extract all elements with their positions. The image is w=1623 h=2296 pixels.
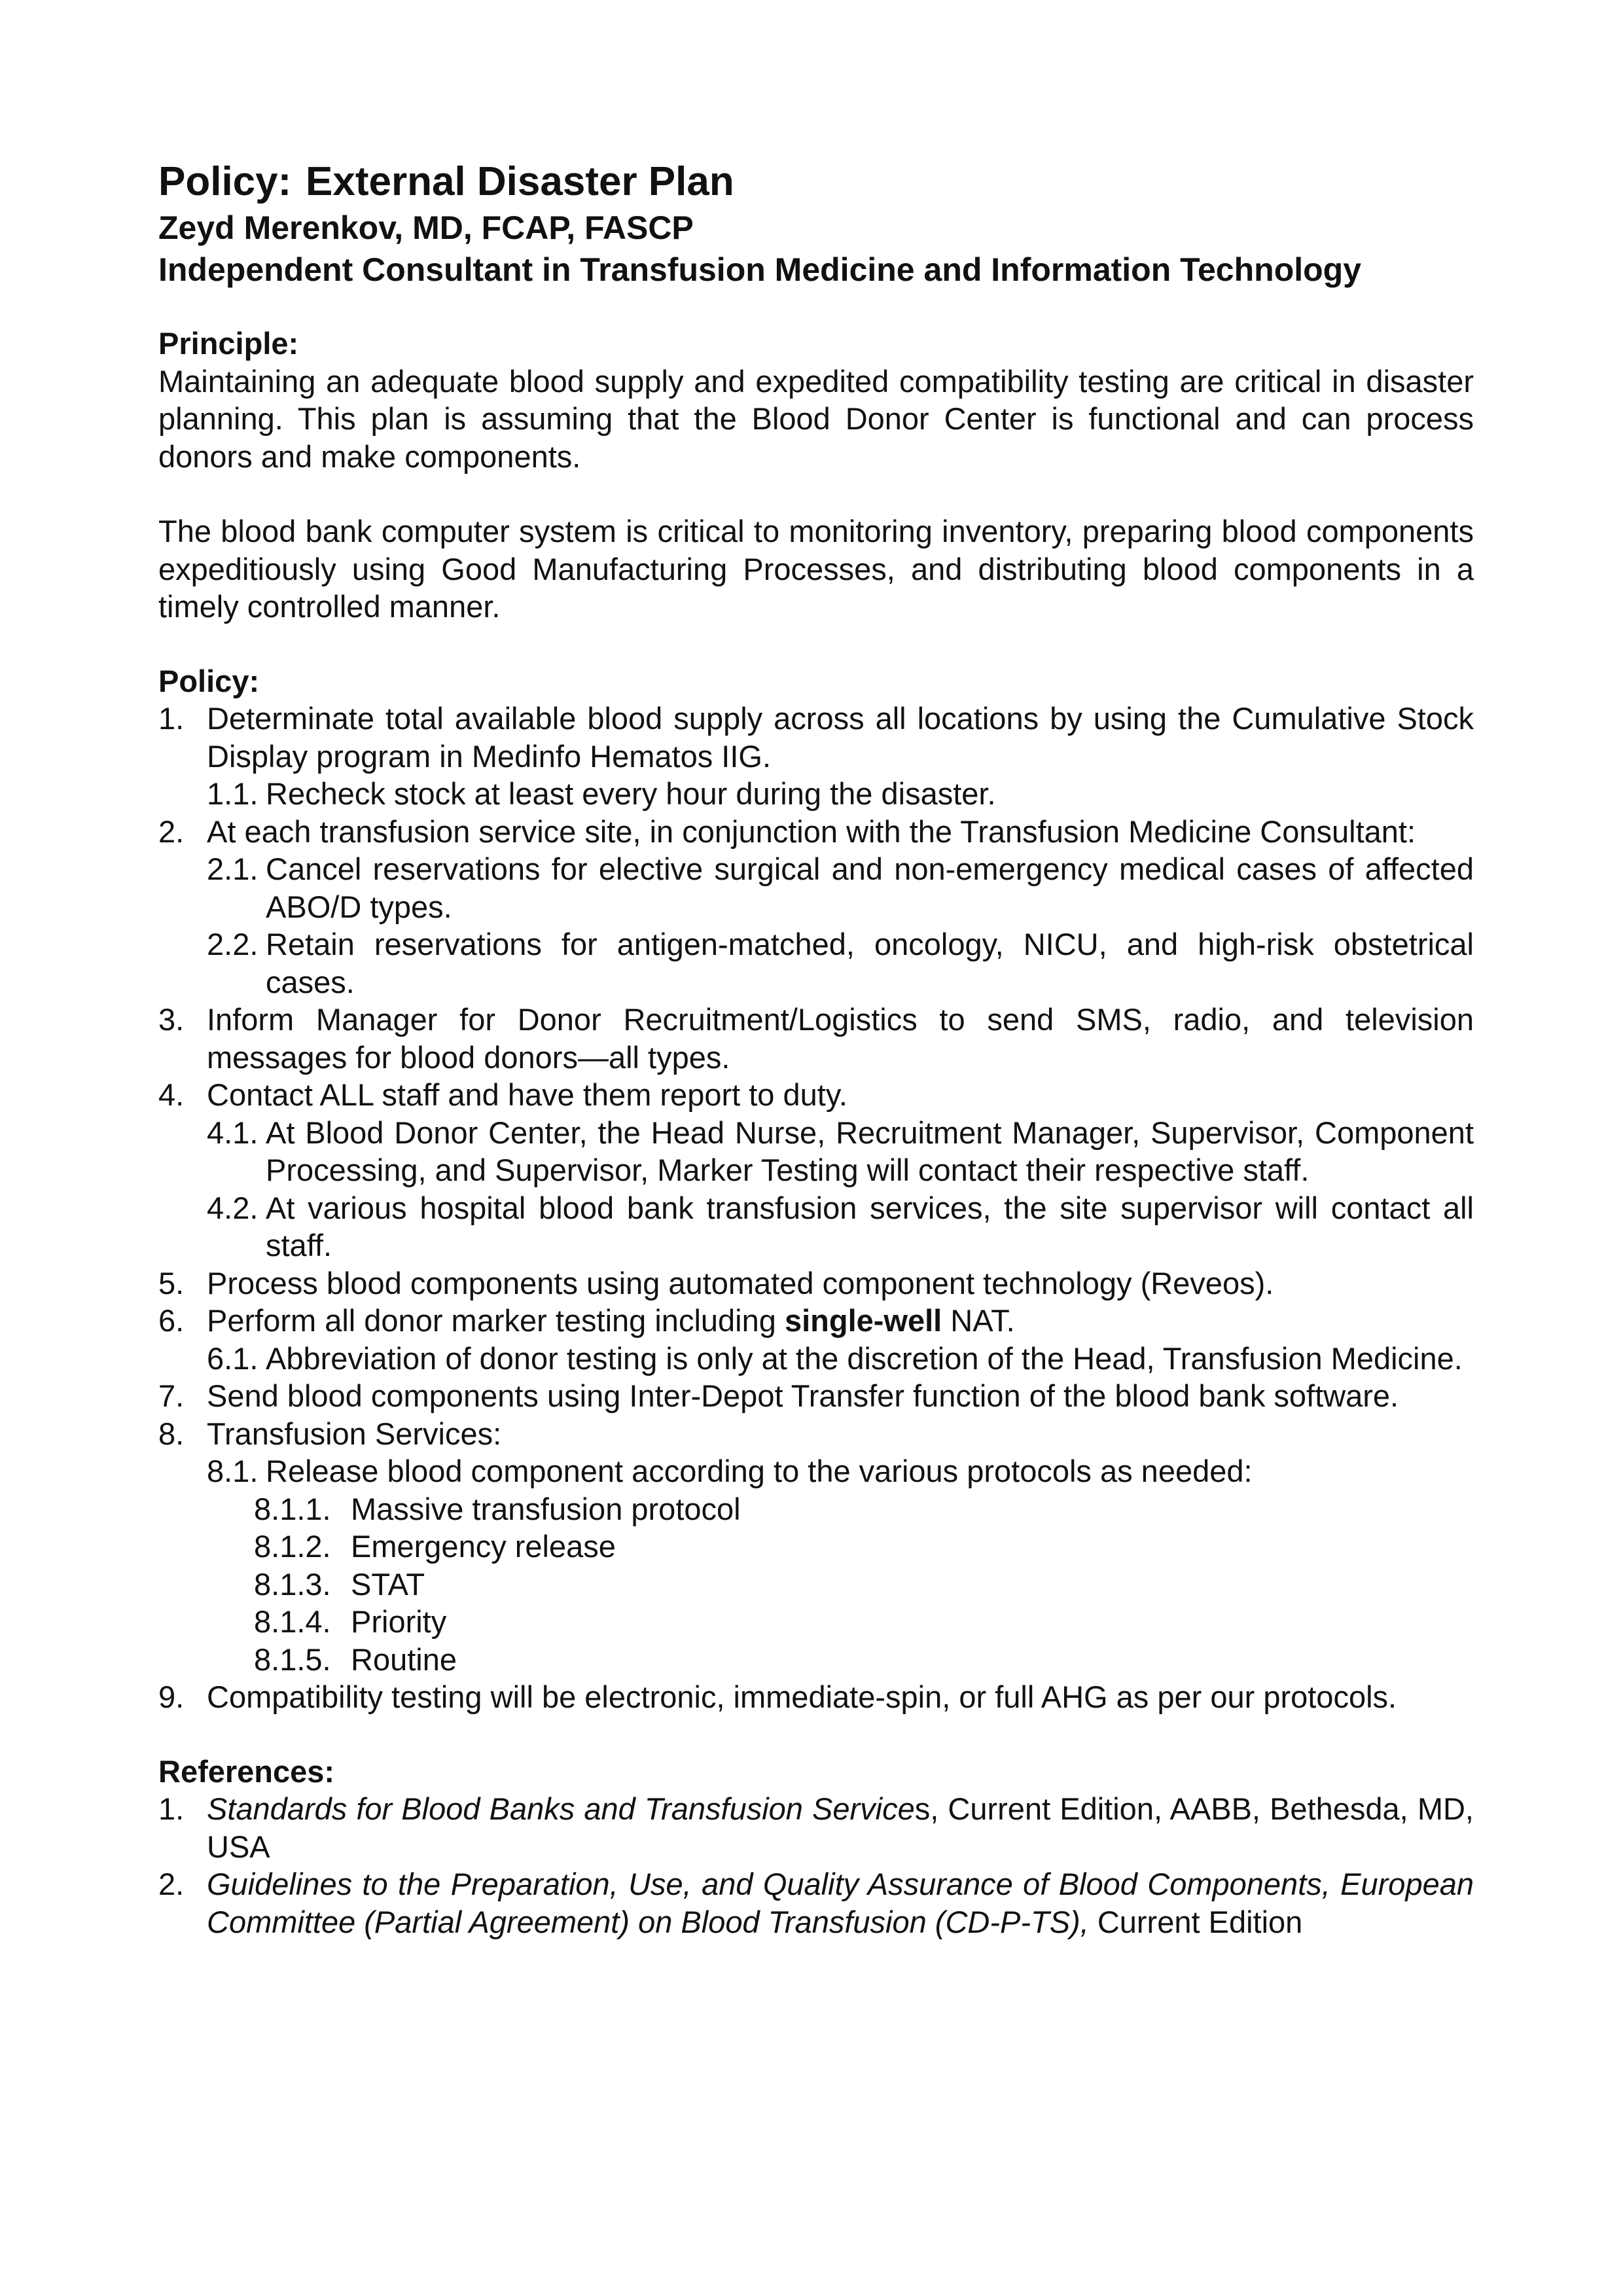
policy-item-number: 2. — [158, 814, 185, 849]
policy-subitem — [158, 850, 1474, 925]
policy-subitem — [158, 1340, 1474, 1378]
policy-subsubitem — [158, 1490, 1474, 1528]
reference-number: 1. — [158, 1791, 185, 1826]
policy-item-number: 2.1. — [207, 852, 259, 886]
policy-item-text: STAT — [351, 1566, 425, 1602]
author-line: Zeyd Merenkov, MD, FCAP, FASCP — [158, 209, 694, 246]
policy-item-number: 8.1.3. — [254, 1566, 331, 1602]
policy-item-text: Routine — [351, 1641, 457, 1677]
policy-item-text: Emergency release — [351, 1529, 616, 1564]
policy-item-number: 9. — [158, 1679, 185, 1714]
policy-item-text: Send blood components using Inter-Depot Transfer function of the blood bank software. — [207, 1378, 1399, 1413]
policy-item-text: At various hospital blood bank transfusion services, the site supervisor will contact all staff. — [266, 1190, 1474, 1263]
policy-item-number: 8.1. — [207, 1454, 259, 1488]
policy-item — [158, 1678, 1474, 1716]
policy-item — [158, 1415, 1474, 1453]
reference-title: Standards for Blood Banks and Transfusion Service — [207, 1791, 915, 1826]
policy-item-text: Release blood component according to the various protocols as needed: — [266, 1454, 1253, 1488]
policy-subsubitem — [158, 1641, 1474, 1679]
policy-item-text: Massive transfusion protocol — [351, 1491, 741, 1526]
policy-item-number: 6.1. — [207, 1340, 259, 1376]
policy-item-number: 8.1.2. — [254, 1529, 331, 1564]
policy-subitem — [158, 1189, 1474, 1265]
policy-subitem — [158, 775, 1474, 813]
policy-item-text — [207, 1302, 1474, 1340]
policy-item-number: 6. — [158, 1303, 185, 1338]
policy-item — [158, 1001, 1474, 1076]
policy-item-text: Retain reservations for antigen-matched, oncology, NICU, and high-risk obstetrical cases. — [266, 927, 1474, 999]
policy-heading: Policy: — [158, 663, 260, 698]
principle-paragraph-2: The blood bank computer system is critical to monitoring inventory, preparing blood components expeditiously using Good Manufacturing Processes, and distributing blood components in a timely controlled manner. — [158, 514, 1474, 624]
document-body — [158, 157, 1474, 1941]
policy-item-text: Recheck stock at least every hour during the disaster. — [266, 776, 996, 811]
policy-item — [158, 1302, 1474, 1340]
policy-item-number: 4.2. — [207, 1190, 259, 1225]
policy-item-number: 1.1. — [207, 776, 259, 811]
principle-heading: Principle: — [158, 326, 299, 361]
policy-subsubitem — [158, 1566, 1474, 1604]
reference-item — [158, 1865, 1474, 1941]
policy-item-number: 1. — [158, 701, 185, 736]
policy-item-text-end: NAT. — [942, 1303, 1015, 1338]
page-title — [158, 157, 1474, 207]
references-list — [158, 1790, 1474, 1941]
policy-item-number: 8. — [158, 1416, 185, 1451]
policy-item-text: Transfusion Services: — [207, 1416, 502, 1451]
policy-item — [158, 1265, 1474, 1302]
policy-item — [158, 700, 1474, 775]
policy-item-number: 4. — [158, 1077, 185, 1112]
policy-item-text: Determinate total available blood supply across all locations by using the Cumulative Stock Display program in Medinfo Hematos IIG. — [207, 701, 1474, 774]
policy-subsubitem — [158, 1603, 1474, 1641]
title-label: Policy: — [158, 159, 292, 204]
policy-item-text: Cancel reservations for elective surgical and non-emergency medical cases of affected ABO/D types. — [266, 852, 1474, 924]
references-heading: References: — [158, 1753, 335, 1789]
policy-item-number: 7. — [158, 1378, 185, 1413]
affiliation-line: Independent Consultant in Transfusion Medicine and Information Technology — [158, 251, 1362, 288]
reference-item — [158, 1790, 1474, 1865]
policy-item-bold-text: single-well — [784, 1303, 942, 1338]
policy-subitem — [158, 1114, 1474, 1189]
policy-item-number: 8.1.5. — [254, 1641, 331, 1677]
policy-item-text: Process blood components using automated component technology (Reveos). — [207, 1265, 1274, 1300]
reference-details: s, Current Edition, AABB, Bethesda, MD, USA — [207, 1791, 1474, 1864]
policy-item-text: Inform Manager for Donor Recruitment/Logistics to send SMS, radio, and television messages for blood donors—all types. — [207, 1002, 1474, 1075]
policy-item-text: Abbreviation of donor testing is only at the discretion of the Head, Transfusion Medicine. — [266, 1340, 1463, 1376]
reference-text — [207, 1790, 1474, 1865]
title-text: External Disaster Plan — [305, 159, 734, 204]
policy-item — [158, 1076, 1474, 1114]
policy-item-number: 5. — [158, 1265, 185, 1300]
policy-item-text: Priority — [351, 1604, 447, 1639]
policy-item-number: 8.1.4. — [254, 1604, 331, 1639]
principle-paragraph-1: Maintaining an adequate blood supply and expedited compatibility testing are critical in disaster planning. This plan is assuming that the Blood Donor Center is functional and can process donors and make components. — [158, 363, 1474, 474]
policy-item-text: Compatibility testing will be electronic, immediate-spin, or full AHG as per our protocols. — [207, 1679, 1397, 1714]
policy-list — [158, 700, 1474, 1716]
policy-item-number: 3. — [158, 1002, 185, 1037]
policy-item-text-start: Perform all donor marker testing including — [207, 1303, 785, 1338]
policy-item-text: Contact ALL staff and have them report to duty. — [207, 1077, 847, 1112]
policy-item — [158, 1377, 1474, 1415]
reference-title: Guidelines to the Preparation, Use, and Quality Assurance of Blood Components, European Committee (Partial Agreement) on Blood Transfusion (CD-P-TS), — [207, 1867, 1474, 1939]
policy-subitem — [158, 925, 1474, 1001]
policy-item-number: 4.1. — [207, 1115, 259, 1150]
policy-item-number: 8.1.1. — [254, 1491, 331, 1526]
policy-item — [158, 813, 1474, 851]
reference-number: 2. — [158, 1867, 185, 1901]
policy-item-number: 2.2. — [207, 927, 259, 961]
policy-subsubitem — [158, 1528, 1474, 1566]
policy-subitem — [158, 1452, 1474, 1490]
reference-text — [207, 1865, 1474, 1941]
policy-item-text: At Blood Donor Center, the Head Nurse, Recruitment Manager, Supervisor, Component Processing, and Supervisor, Marker Testing will contact their respective staff. — [266, 1115, 1474, 1187]
reference-details: Current Edition — [1088, 1904, 1303, 1939]
policy-item-text: At each transfusion service site, in conjunction with the Transfusion Medicine Consultant: — [207, 814, 1416, 849]
